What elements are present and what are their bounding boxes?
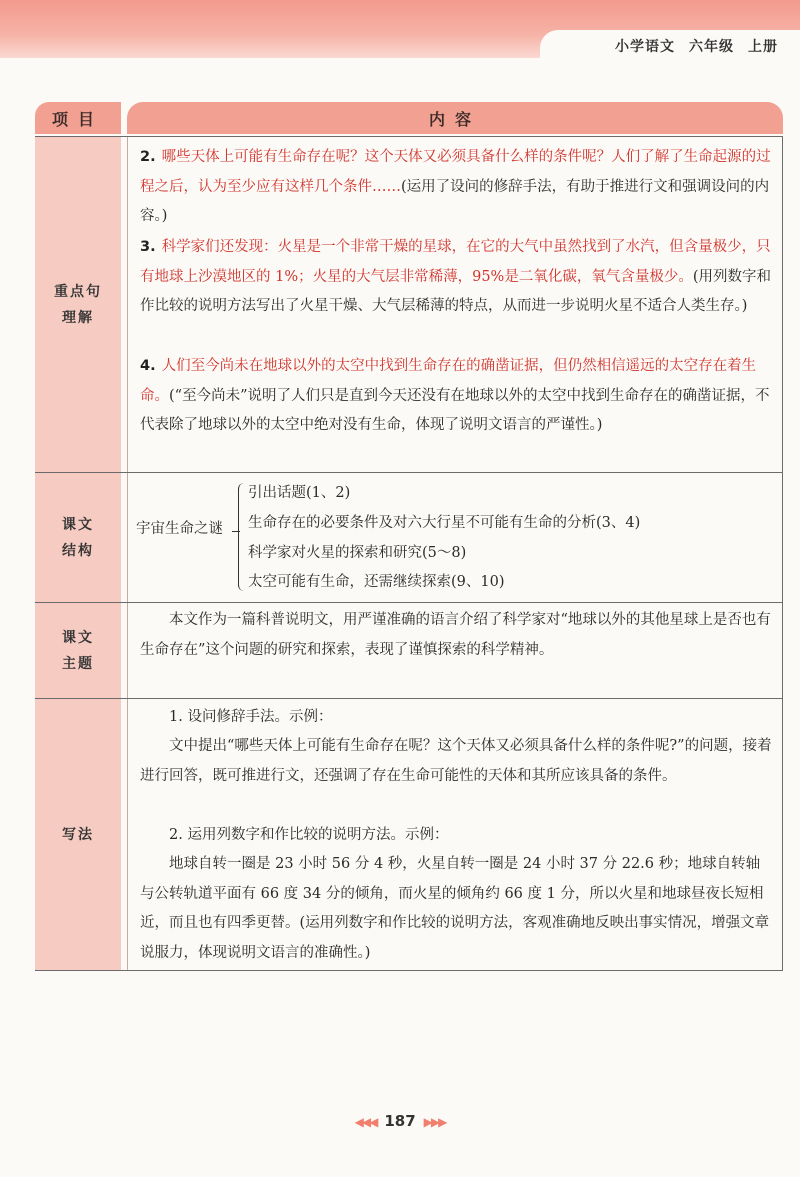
structure-item: 生命存在的必要条件及对六大行星不可能有生命的分析(3、4) [248,515,641,531]
technique-heading: 1. 设问修辞手法。示例： [169,709,333,725]
structure-item: 太空可能有生命，还需继续探索(9、10) [248,574,505,590]
theme-text: 本文作为一篇科普说明文，用严谨准确的语言介绍了科学家对“地球以外的其他星球上是否也有生命存在”这个问题的研究和探索，表现了谨慎探索的科学精神。 [140,612,771,658]
page-footer [0,1112,800,1130]
table-bottom-border [35,970,783,971]
row-label [35,699,121,971]
row-content [127,699,783,971]
quoted-sentence: 哪些天体上可能有生命存在呢？这个天体又必须具备什么样的条件呢？人们了解了生命起源的过程之后，认为至少应有这样几个条件…… [140,149,771,195]
brace-tip [232,531,240,532]
structure-item: 引出话题(1、2) [248,485,351,501]
row-label-line: 结构 [62,543,94,559]
row-label-line: 写法 [62,827,94,843]
quoted-sentence: 科学家们还发现：火星是一个非常干燥的星球，在它的大气中虽然找到了水汽，但含量极少，只有地球上沙漠地区的 1%；火星的大气层非常稀薄，95%是二氧化碳，氧气含量极少。 [140,239,771,285]
row-content [127,603,783,699]
row-label [35,603,121,699]
sentence-analysis: (“至今尚未”说明了人们只是直到今天还没有在地球以外的太空中找到生命存在的确凿证据，不代表除了地球以外的太空中绝对没有生命，体现了说明文语言的严谨性。) [140,387,770,433]
structure-item: 科学家对火星的探索和研究(5～8) [248,545,467,561]
row-label [35,473,121,603]
technique-example: 文中提出“哪些天体上可能有生命存在呢？这个天体又必须具备什么样的条件呢?”的问题，接着进行回答，既可推进行文，还强调了存在生命可能性的天体和其所应该具备的条件。 [140,738,772,784]
key-sentence-item [140,233,774,322]
quoted-sentence: 人们至今尚未在地球以外的太空中找到生命存在的确凿证据，但仍然相信遥远的太空存在着生命。 [140,358,757,404]
row-key-sentences [35,136,783,473]
row-label-line: 课文 [62,630,94,646]
header-grade: 六年级 [689,39,734,55]
brace-icon [238,483,247,591]
sentence-analysis: (运用了设问的修辞手法，有助于推进行文和强调设问的内容。) [140,178,770,224]
example-text: 地球自转一圈是 23 小时 56 分 4 秒，火星自转一圈是 24 小时 37 分 22.6 秒；地球自转轴与公转轨道平面有 66 度 34 分的倾角，而火星的倾角约 66 度 1 分，所以火星和地球昼夜长短相近，而且也有四季更替。 [140,856,764,931]
left-arrows-icon: ◀◀◀ [354,1115,377,1129]
key-sentence-item [140,352,774,441]
header-subject: 小学语文 [615,39,675,55]
row-theme [35,602,783,699]
technique-example [140,850,774,968]
item-number: 3. [140,239,156,255]
column-header-item: 项目 [35,102,121,134]
item-number: 4. [140,358,156,374]
example-analysis: (运用列数字和作比较的说明方法，客观准确地反映出事实情况，增强文章说服力，体现说明文语言的准确性。) [140,915,770,961]
row-content [127,473,783,603]
row-writing [35,698,783,971]
running-header [601,36,778,56]
row-label [35,137,121,473]
row-label-line: 重点句 [54,284,102,300]
right-arrows-icon: ▶▶▶ [423,1115,446,1129]
key-sentence-item [140,143,774,232]
row-label-line: 主题 [62,656,94,672]
page-number: 187 [384,1112,416,1130]
technique-heading: 2. 运用列数字和作比较的说明方法。示例： [169,827,449,843]
row-structure [35,472,783,603]
structure-title: 宇宙生命之谜 [136,521,223,537]
header-volume: 上册 [748,39,778,55]
row-content [127,137,783,473]
row-label-line: 理解 [62,310,94,326]
column-header-content: 内容 [127,102,783,134]
item-number: 2. [140,149,156,165]
summary-table [35,102,783,970]
row-label-line: 课文 [62,517,94,533]
sentence-analysis: (用列数字和作比较的说明方法写出了火星干燥、大气层稀薄的特点，从而进一步说明火星不适合人类生存。) [140,268,772,314]
